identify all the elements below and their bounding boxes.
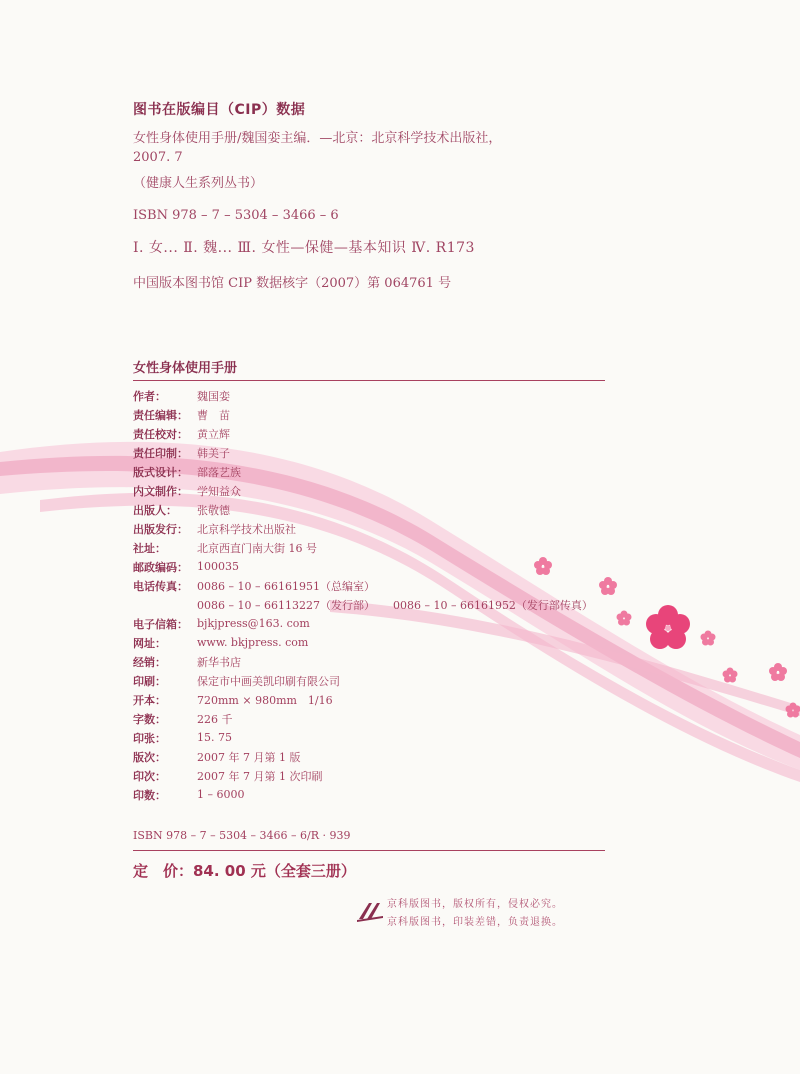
row-value: 15. 75 [197,731,232,744]
row-label: 责任印制： [133,446,188,460]
colophon-row-editor [133,405,230,424]
row-label: 出版发行： [133,522,188,536]
colophon-row-phone-fax-continued [133,595,593,614]
row-value: 1 – 6000 [197,788,245,801]
cip-isbn: ISBN 978 – 7 – 5304 – 3466 – 6 [133,208,339,223]
row-value: 韩美子 [197,446,230,460]
row-value: 226 千 [197,712,233,726]
colophon-row-print-run [133,785,245,804]
notice-rights: 京科版图书，版权所有，侵权必究。 [387,899,563,910]
row-label: 版次： [133,750,166,764]
row-value: 新华书店 [197,655,241,669]
row-value: 0086 – 10 – 66161951（总编室） [197,579,375,593]
colophon-row-address [133,538,317,557]
price: 定 价：84. 00 元（全套三册） [133,862,356,880]
cip-date-line: 2007. 7 [133,150,183,165]
colophon-row-content-production [133,481,241,500]
row-label: 字数： [133,712,166,726]
colophon-row-printer [133,671,340,690]
row-value: 北京科学技术出版社 [197,522,296,536]
row-label: 内文制作： [133,484,188,498]
notice-replacement: 京科版图书，印装差错，负责退换。 [387,917,563,928]
divider-bottom [133,850,605,851]
colophon-row-postcode [133,557,239,576]
row-value: 2007 年 7 月第 1 版 [197,750,301,764]
row-value: 部落艺族 [197,465,241,479]
row-value: 黄立辉 [197,427,230,441]
row-value: 魏国娈 [197,389,230,403]
row-label: 版式设计： [133,465,188,479]
row-value: 张敬德 [197,503,230,517]
isbn-full: ISBN 978 – 7 – 5304 – 3466 – 6/R · 939 [133,829,351,842]
colophon-row-author [133,386,230,405]
colophon-row-phone-fax [133,576,375,595]
row-value: 学知益众 [197,484,241,498]
row-label: 网址： [133,636,166,650]
colophon-row-format [133,690,333,709]
row-value: bjkjpress@163. com [197,617,310,630]
row-label: 社址： [133,541,166,555]
publisher-logo-icon [357,899,383,923]
cip-title-line: 女性身体使用手册/魏国娈主编．—北京：北京科学技术出版社， [133,131,502,146]
colophon-row-layout-design [133,462,241,481]
cip-series-line: （健康人生系列丛书） [133,176,264,191]
row-value: 北京西直门南大街 16 号 [197,541,317,555]
colophon-row-publisher-person [133,500,230,519]
row-value: www. bkjpress. com [197,636,309,649]
row-label: 责任编辑： [133,408,188,422]
row-label: 印刷： [133,674,166,688]
cip-classification: Ⅰ. 女... Ⅱ. 魏... Ⅲ. 女性—保健—基本知识 Ⅳ. R173 [133,240,475,256]
row-label: 印张： [133,731,166,745]
colophon-row-word-count [133,709,233,728]
cip-record-number: 中国版本图书馆 CIP 数据核字（2007）第 064761 号 [133,276,452,291]
colophon-row-website [133,633,308,652]
colophon-row-impression [133,766,322,785]
row-label: 电子信箱： [133,617,188,631]
colophon-row-distributor [133,652,241,671]
copyright-notice [357,893,617,933]
divider-top [133,380,605,381]
row-label: 电话传真： [133,579,188,593]
row-value: 曹 苗 [197,408,230,422]
row-value-secondary: 0086 – 10 – 66161952（发行部传真） [392,598,593,612]
colophon-row-print-manager [133,443,230,462]
row-value: 2007 年 7 月第 1 次印刷 [197,769,323,783]
row-label: 出版人： [133,503,177,517]
row-label: 开本： [133,693,166,707]
colophon-row-sheets [133,728,232,747]
colophon-row-email [133,614,310,633]
row-label: 经销： [133,655,166,669]
colophon-row-proofreader [133,424,230,443]
row-value: 保定市中画美凯印刷有限公司 [197,674,340,688]
row-label: 责任校对： [133,427,188,441]
row-value: 0086 – 10 – 66113227（发行部） [197,598,375,612]
row-value: 720mm × 980mm 1/16 [197,693,333,707]
row-value: 100035 [197,560,239,573]
row-label: 作者： [133,389,166,403]
row-label: 印次： [133,769,166,783]
colophon-row-edition [133,747,300,766]
row-label: 邮政编码： [133,560,188,574]
book-title: 女性身体使用手册 [133,361,238,376]
colophon-row-publisher [133,519,296,538]
cip-heading: 图书在版编目（CIP）数据 [133,102,306,118]
row-label: 印数： [133,788,166,802]
